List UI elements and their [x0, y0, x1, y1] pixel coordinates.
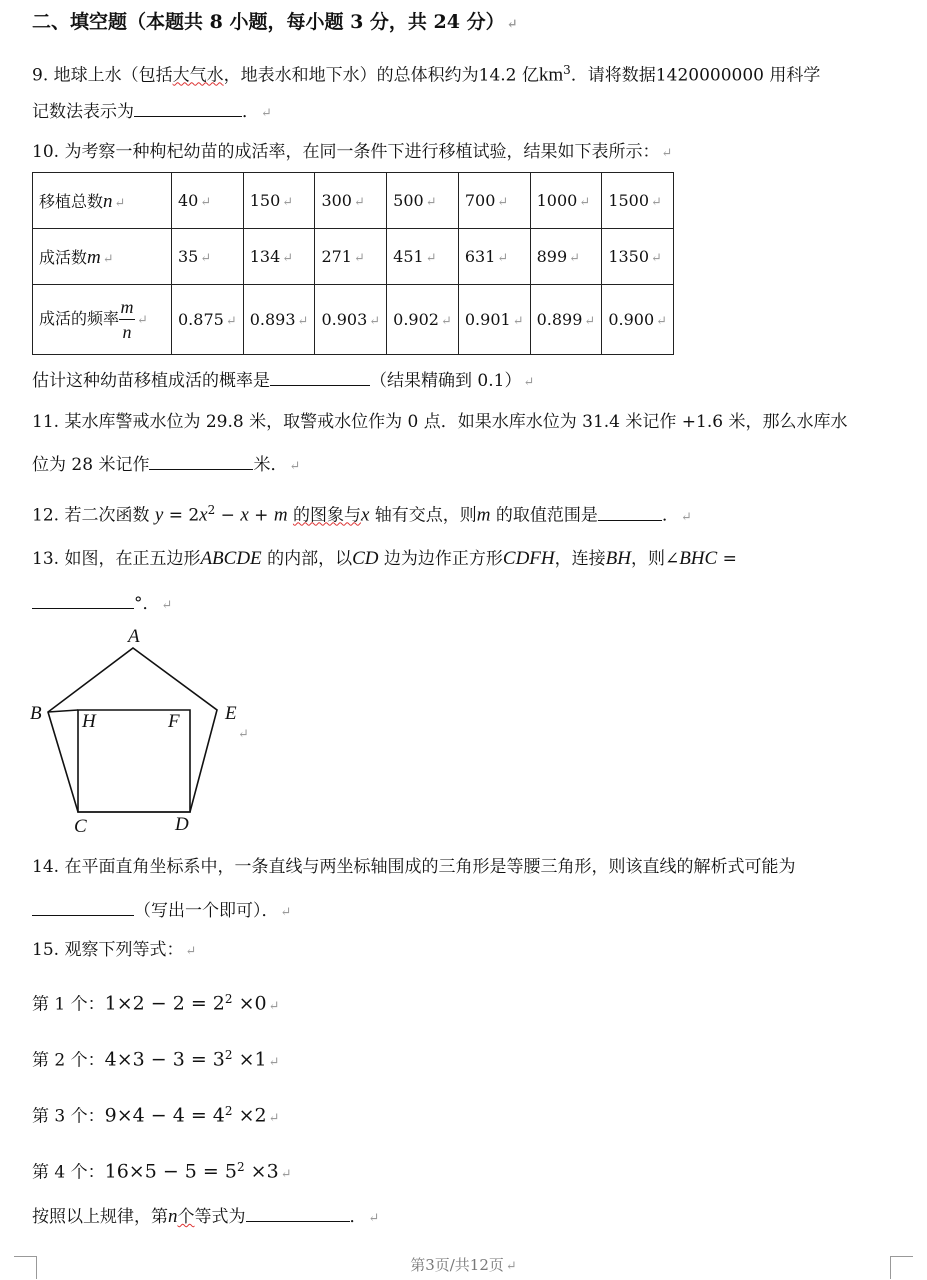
q15-item-1: 第 1 个：$1\times 2 - 2 = 2^2 \times 0$ ↵ — [32, 992, 280, 1015]
table-cell: 1000 ↵ — [530, 173, 602, 229]
table-cell: 150 ↵ — [243, 173, 315, 229]
table-cell: 40 ↵ — [172, 173, 244, 229]
table-cell: 700 ↵ — [458, 173, 530, 229]
table-row-frequency — [33, 285, 674, 355]
label-h: H — [82, 711, 96, 732]
q13-answer-blank[interactable] — [32, 590, 134, 609]
row-label-totals: 移植总数n ↵ — [33, 173, 172, 229]
q15-item-3: 第 3 个：$9\times 4 - 4 = 4^2 \times 2$ ↵ — [32, 1104, 280, 1127]
table-cell: 300 ↵ — [315, 173, 387, 229]
row-label-survived: 成活数m ↵ — [33, 229, 172, 285]
page-number-footer: 第3页/共12页 ↵ — [410, 1256, 517, 1274]
q10-table — [32, 172, 674, 355]
table-cell: 631 ↵ — [458, 229, 530, 285]
table-row-totals — [33, 173, 674, 229]
label-f: F — [168, 711, 180, 732]
q15-tail: 按照以上规律，第n个等式为 ． ↵ — [32, 1203, 379, 1231]
table-row-survived — [33, 229, 674, 285]
q14-answer-blank[interactable] — [32, 897, 134, 916]
q13-line1: 13. 如图，在正五边形ABCDE 的内部，以CD 边为边作正方形CDFH，连接BH，则∠BHC = — [32, 548, 737, 569]
q11-line2: 位为 28 米记作 米． ↵ — [32, 451, 300, 479]
q13-line2: °． ↵ — [32, 590, 172, 618]
row-label-frequency: 成活的频率 $\frac{m}{n}$ ↵ — [33, 285, 172, 355]
q9-line1: 9. 地球上水（包括大气水，地表水和地下水）的总体积约为14.2 亿$km^3$．请将数据1420000000 用科学 — [32, 63, 821, 86]
fraction-m-over-n: $\frac{m}{n}$ — [120, 297, 134, 342]
q12-answer-blank[interactable] — [598, 502, 662, 521]
table-cell: 271 ↵ — [315, 229, 387, 285]
q11-line1: 11. 某水库警戒水位为 29.8 米，取警戒水位作为 0 点．如果水库水位为 31.4 米记作 +1.6 米，那么水库水 — [32, 412, 848, 432]
q10-intro: 10. 为考察一种枸杞幼苗的成活率，在同一条件下进行移植试验，结果如下表所示： ↵ — [32, 142, 673, 162]
label-b: B — [30, 703, 42, 724]
q9-answer-blank[interactable] — [134, 98, 242, 117]
table-cell: 0.901 ↵ — [458, 285, 530, 355]
table-cell: 451 ↵ — [387, 229, 459, 285]
table-cell: 0.900 ↵ — [602, 285, 674, 355]
q9-line2: 记数法表示为 ． ↵ — [32, 98, 272, 126]
q10-tail: 估计这种幼苗移植成活的概率是 （结果精确到 0.1） ↵ — [32, 367, 534, 395]
section-title: 二、填空题（本题共 8 小题，每小题 3 分，共 24 分） ↵ — [32, 11, 518, 33]
table-cell: 1500 ↵ — [602, 173, 674, 229]
q14-line1: 14. 在平面直角坐标系中，一条直线与两坐标轴围成的三角形是等腰三角形，则该直线的解析式可能为 — [32, 857, 796, 877]
q10-answer-blank[interactable] — [270, 367, 370, 386]
table-cell: 0.893 ↵ — [243, 285, 315, 355]
return-mark: ↵ — [238, 727, 249, 742]
table-cell: 0.875 ↵ — [172, 285, 244, 355]
table-cell: 35 ↵ — [172, 229, 244, 285]
label-d: D — [175, 814, 189, 835]
q15-intro: 15. 观察下列等式： ↵ — [32, 940, 197, 960]
q14-line2: （写出一个即可）． ↵ — [32, 897, 291, 925]
label-e: E — [225, 703, 237, 724]
label-a: A — [128, 626, 140, 647]
pentagon-square-figure — [20, 622, 260, 842]
segment-bh — [48, 710, 78, 712]
q15-answer-blank[interactable] — [246, 1203, 350, 1222]
q11-answer-blank[interactable] — [149, 451, 253, 470]
q15-item-4: 第 4 个：$16\times 5 - 5 = 5^2 \times 3$ ↵ — [32, 1160, 292, 1183]
q15-item-2: 第 2 个：$4\times 3 - 3 = 3^2 \times 1$ ↵ — [32, 1048, 280, 1071]
table-cell: 899 ↵ — [530, 229, 602, 285]
table-cell: 134 ↵ — [243, 229, 315, 285]
table-cell: 500 ↵ — [387, 173, 459, 229]
table-cell: 0.899 ↵ — [530, 285, 602, 355]
label-c: C — [74, 816, 87, 837]
q12-line: 12. 若二次函数 $y = 2x^2 - x + m$ 的图象与x 轴有交点，则m 的取值范围是 ． ↵ — [32, 503, 692, 526]
table-cell: 0.903 ↵ — [315, 285, 387, 355]
pentagon-abcde — [48, 648, 217, 812]
table-cell: 1350 ↵ — [602, 229, 674, 285]
table-cell: 0.902 ↵ — [387, 285, 459, 355]
